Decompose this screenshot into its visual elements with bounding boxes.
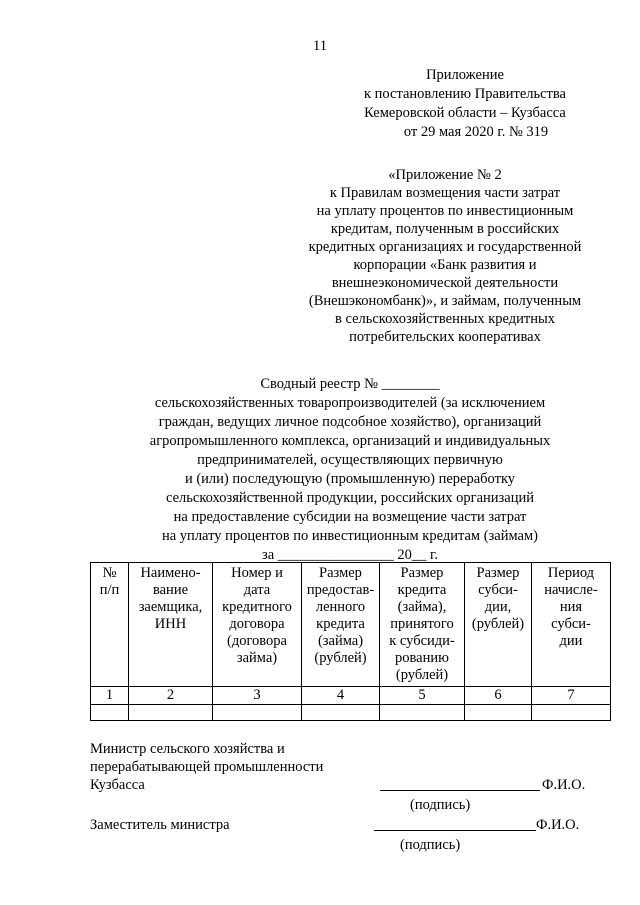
minister-title-line: перерабатывающей промышленности — [90, 759, 324, 775]
deputy-title: Заместитель министра — [90, 817, 230, 833]
empty-cell — [532, 705, 611, 721]
register-title-line: граждан, ведущих личное подсобное хозяйство), организаций — [158, 414, 542, 430]
header-text: к субсиди- — [389, 633, 455, 649]
header-text: договора — [229, 616, 285, 632]
register-title-line: за ________________ 20__ г. — [262, 547, 438, 563]
page-number: 11 — [313, 38, 327, 54]
appendix2-line: корпорации «Банк развития и — [353, 257, 537, 273]
appendix-line: от 29 мая 2020 г. № 319 — [403, 124, 549, 140]
appendix2-line: кредитам, полученным в российских — [330, 221, 560, 237]
header-text: займа) — [236, 650, 278, 666]
header-cell-subsidized-amount — [380, 563, 465, 687]
deputy-signature-caption: (подпись) — [400, 837, 461, 853]
appendix2-header — [260, 166, 630, 346]
header-cell-contract — [213, 563, 302, 687]
register-title — [90, 375, 610, 565]
header-text: п/п — [99, 582, 120, 598]
column-number-cell: 6 — [465, 687, 532, 705]
header-cell-number — [91, 563, 129, 687]
signature-block — [90, 740, 610, 854]
header-text: Размер — [400, 565, 444, 581]
header-text: (договора — [227, 633, 287, 649]
header-text: предостав- — [306, 582, 375, 598]
deputy-signature-line — [374, 816, 536, 831]
header-text: (рублей) — [314, 650, 367, 666]
deputy-signature-row — [90, 816, 610, 834]
header-text: кредита — [316, 616, 365, 632]
appendix2-line: к Правилам возмещения части затрат — [329, 185, 561, 201]
header-cell-subsidy-amount — [465, 563, 532, 687]
header-text: дии — [559, 633, 583, 649]
header-cell-subsidy-period — [532, 563, 611, 687]
header-text: начисле- — [544, 582, 598, 598]
header-text: ИНН — [154, 616, 187, 632]
appendix2-line: «Приложение № 2 — [388, 167, 502, 183]
empty-cell — [213, 705, 302, 721]
register-title-line: на предоставление субсидии на возмещение части затрат — [173, 509, 527, 525]
register-title-line: агропромышленного комплекса, организаций и индивидуальных — [149, 433, 551, 449]
column-number-cell: 5 — [380, 687, 465, 705]
register-title-line: Сводный реестр № ________ — [260, 376, 440, 392]
appendix2-line: в сельскохозяйственных кредитных — [335, 311, 555, 327]
header-text: Период — [547, 565, 595, 581]
header-text: № — [102, 565, 117, 581]
minister-signature-caption: (подпись) — [410, 797, 471, 813]
header-text: (займа) — [317, 633, 364, 649]
header-text: (рублей) — [471, 616, 525, 632]
register-title-line: на уплату процентов по инвестиционным кредитам (займам) — [161, 528, 538, 544]
header-text: дата — [243, 582, 271, 598]
header-text: Наимено- — [140, 565, 201, 581]
header-text: ленного — [315, 599, 366, 615]
empty-cell — [380, 705, 465, 721]
minister-signature-line — [380, 776, 540, 791]
register-title-line: сельскохозяйственных товаропроизводителей (за исключением — [154, 395, 546, 411]
register-title-line: и (или) последующую (промышленную) переработку — [184, 471, 516, 487]
appendix2-line: на уплату процентов по инвестиционным — [316, 203, 574, 219]
register-table — [90, 562, 611, 721]
header-cell-borrower — [129, 563, 213, 687]
deputy-fio: Ф.И.О. — [536, 817, 580, 833]
table-row — [91, 705, 611, 721]
header-text: кредита — [397, 582, 447, 598]
appendix-line: к постановлению Правительства — [364, 86, 566, 102]
register-title-line: предпринимателей, осуществляющих первичную — [197, 452, 503, 468]
register-title-line: сельскохозяйственной продукции, российских организаций — [165, 490, 534, 506]
table-header-row — [91, 563, 611, 687]
header-text: (займа), — [397, 599, 447, 615]
column-number-cell: 7 — [532, 687, 611, 705]
header-text: Размер — [319, 565, 362, 581]
header-cell-credit-amount — [302, 563, 380, 687]
header-text: принятого — [390, 616, 454, 632]
appendix-header — [300, 66, 630, 142]
column-number-cell: 4 — [302, 687, 380, 705]
empty-cell — [302, 705, 380, 721]
header-text: Номер и — [231, 565, 283, 581]
appendix2-line: внешнеэкономической деятельности — [331, 275, 559, 291]
minister-title-line: Кузбасса — [90, 777, 145, 793]
header-text: (рублей) — [395, 667, 449, 683]
column-number-cell: 3 — [213, 687, 302, 705]
appendix-line: Кемеровской области – Кузбасса — [364, 105, 566, 121]
header-text: ния — [559, 599, 583, 615]
header-text: дии, — [484, 599, 512, 615]
empty-cell — [129, 705, 213, 721]
empty-cell — [91, 705, 129, 721]
empty-cell — [465, 705, 532, 721]
header-text: Размер — [476, 565, 520, 581]
appendix2-line: кредитных организациях и государственной — [308, 239, 582, 255]
table-column-number-row — [91, 687, 611, 705]
column-number-cell: 2 — [129, 687, 213, 705]
appendix2-line: потребительских кооперативах — [349, 329, 541, 345]
header-text: заемщика, — [138, 599, 203, 615]
header-text: рованию — [395, 650, 449, 666]
minister-signature-row — [90, 776, 610, 794]
appendix-line: Приложение — [426, 67, 504, 83]
header-text: кредитного — [222, 599, 292, 615]
column-number-cell: 1 — [91, 687, 129, 705]
header-text: субси- — [478, 582, 518, 598]
minister-title-line: Министр сельского хозяйства и — [90, 741, 285, 757]
header-text: вание — [152, 582, 189, 598]
minister-fio: Ф.И.О. — [542, 777, 586, 793]
appendix2-line: (Внешэкономбанк)», и займам, полученным — [308, 293, 582, 309]
header-text: субси- — [551, 616, 591, 632]
